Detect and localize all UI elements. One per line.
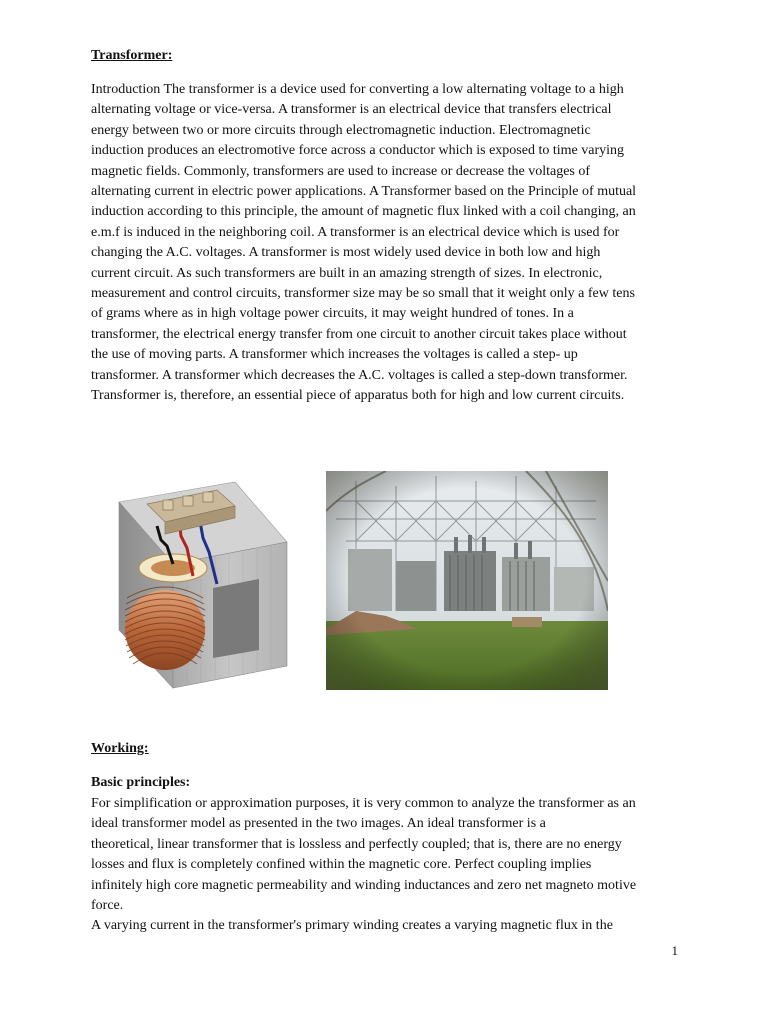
transformer-illustration: [117, 480, 289, 690]
text-line: Introduction The transformer is a device used for converting a low alternating voltage to a high: [91, 82, 624, 97]
text-line: ideal transformer model as presented in the two images. An ideal transformer is a: [91, 816, 546, 832]
text-line: induction according to this principle, the amount of magnetic flux linked with a coil changing, an: [91, 204, 636, 220]
text-line: alternating voltage or vice-versa. A transformer is an electrical device that transfers electrical: [91, 102, 612, 118]
text-line: transformer, the electrical energy transfer from one circuit to another circuit takes place without: [91, 326, 627, 342]
substation-photo: [326, 471, 608, 690]
text-line: alternating current in electric power applications. A Transformer based on the Principle of mutual: [91, 184, 637, 200]
text-line: force.: [91, 898, 124, 914]
transformer-core-icon: [117, 480, 289, 690]
page-number: 1: [671, 943, 678, 958]
text-line: changing the A.C. voltages. A transformer is most widely used device in both low and high: [91, 245, 601, 261]
text-line: energy between two or more circuits through electromagnetic induction. Electromagnetic: [91, 122, 591, 138]
text-line: transformer. A transformer which decreases the A.C. voltages is called a step-down transformer.: [91, 367, 628, 383]
text-line: losses and flux is completely confined within the magnetic core. Perfect coupling implies: [91, 857, 592, 873]
text-line: e.m.f is induced in the neighboring coil. A transformer is an electrical device which is used for: [91, 224, 620, 240]
text-line: the use of moving parts. A transformer which increases the voltages is called a step- up: [91, 347, 578, 363]
substation-icon: [326, 471, 608, 690]
text-line: magnetic fields. Commonly, transformers are used to increase or decrease the voltages of: [91, 163, 591, 179]
document-title: Transformer:: [91, 48, 173, 63]
text-line: For simplification or approximation purposes, it is very common to analyze the transformer as an: [91, 796, 636, 811]
text-line: infinitely high core magnetic permeability and winding inductances and zero net magneto motive: [91, 877, 637, 893]
text-line: Transformer is, therefore, an essential piece of apparatus both for high and low current circuits.: [91, 388, 625, 404]
text-line: theoretical, linear transformer that is lossless and perfectly coupled; that is, there are no energy: [91, 836, 622, 852]
text-line: of grams where as in high voltage power circuits, it may weight hundred of tones. In a: [91, 306, 574, 322]
text-line: A varying current in the transformer's primary winding creates a varying magnetic flux in the: [91, 918, 613, 934]
text-line: measurement and control circuits, transformer size may be so small that it weight only a few tens: [91, 286, 635, 302]
basic-principles-subheading: Basic principles:: [91, 775, 191, 790]
working-paragraph: [91, 794, 689, 937]
text-line: current circuit. As such transformers are built in an amazing strength of sizes. In electronic,: [91, 265, 603, 281]
working-heading: Working:: [91, 741, 149, 756]
text-line: induction produces an electromotive force across a conductor which is exposed to time varying: [91, 143, 624, 159]
intro-paragraph: [91, 80, 689, 407]
